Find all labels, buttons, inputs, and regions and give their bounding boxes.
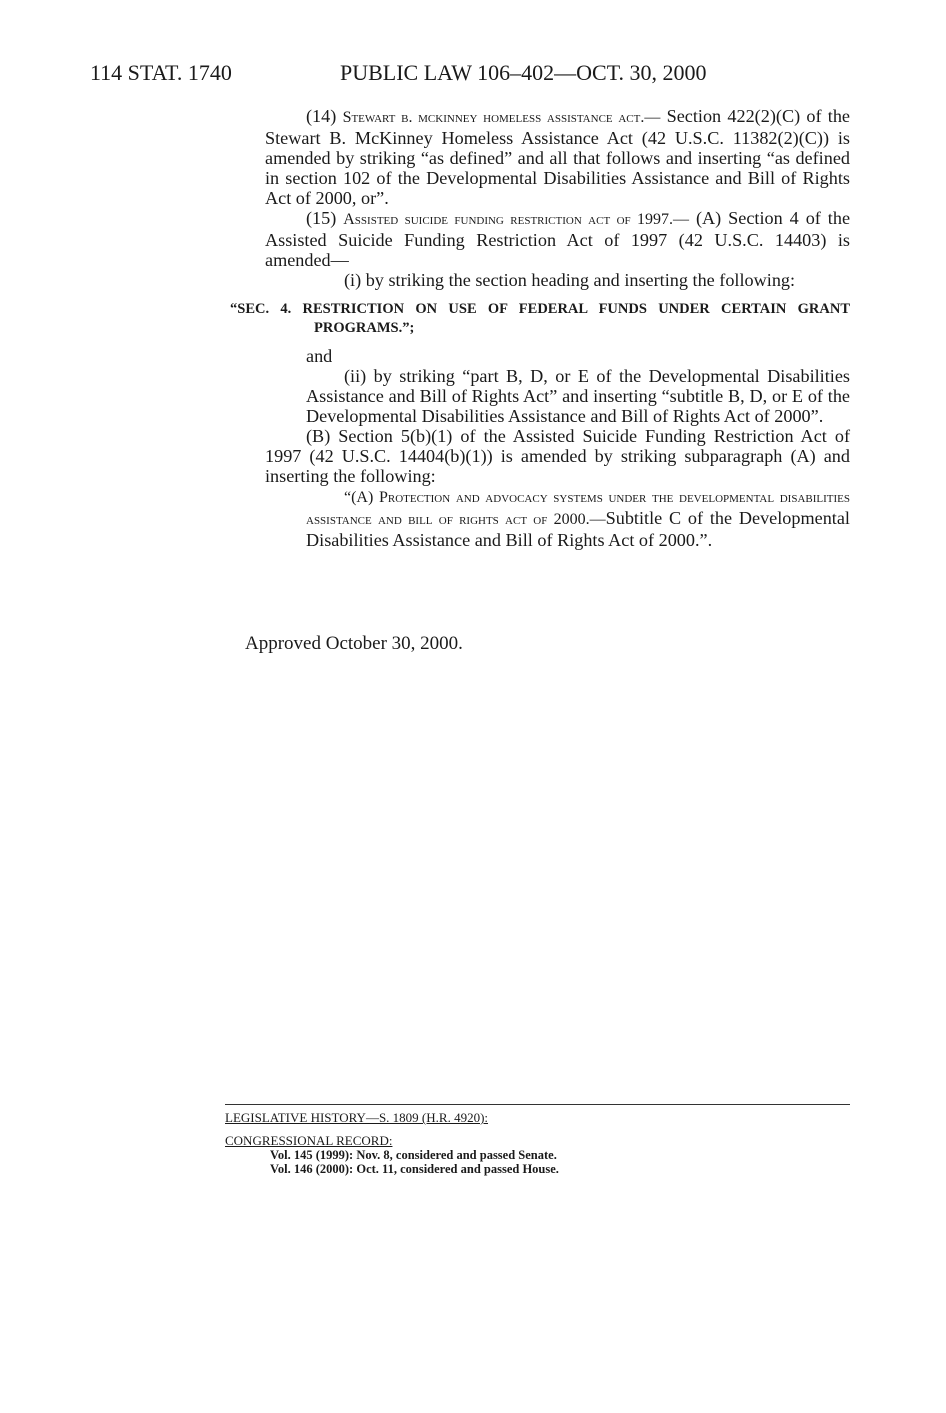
inserted-subparagraph-a-heading: “(A) Protection and advocacy systems under the developmental disabilities assistance and bill of rights act of 2000.—	[306, 489, 850, 528]
paragraph-15-number: (15)	[306, 208, 344, 228]
subparagraph-a: (A) Section 4 of the Assisted Suicide Funding Restriction Act of 1997 (42 U.S.C. 14403) is amended—	[265, 208, 851, 270]
inserted-section-heading: “SEC. 4. RESTRICTION ON USE OF FEDERAL FUNDS UNDER CERTAIN GRANT PROGRAMS.”;	[230, 301, 850, 336]
paragraph-15	[265, 208, 850, 270]
paragraph-14	[265, 106, 850, 208]
paragraph-15-heading: Assisted suicide funding restriction act of 1997.—	[343, 211, 690, 228]
approval-date: Approved October 30, 2000.	[245, 633, 463, 654]
record-entry: Vol. 146 (2000): Oct. 11, considered and passed House.	[270, 1162, 559, 1176]
clause-i: (i) by striking the section heading and inserting the following:	[344, 270, 796, 290]
footnote-divider	[225, 1104, 850, 1105]
inserted-subparagraph-a-text: Subtitle C of the Developmental Disabilities Assistance and Bill of Rights Act of 2000.”.	[306, 508, 850, 550]
clause-ii: (ii) by striking “part B, D, or E of the Developmental Disabilities Assistance and Bill of Rights Act” and inserting “subtitle B, D, or E of the Developmental Disabilities Assistance and Bill of Rights Act of 2000”.	[306, 366, 850, 426]
subparagraph-b: (B) Section 5(b)(1) of the Assisted Suicide Funding Restriction Act of 1997 (42 U.S.C. 14404(b)(1)) is amended by striking subparagraph (A) and inserting the following:	[265, 426, 850, 486]
congressional-record-label: CONGRESSIONAL RECORD:	[225, 1133, 393, 1148]
paragraph-14-heading: Stewart b. mckinney homeless assistance act.—	[342, 109, 661, 126]
record-entry: Vol. 145 (1999): Nov. 8, considered and passed Senate.	[270, 1148, 557, 1162]
paragraph-14-text: Section 422(2)(C) of the Stewart B. McKinney Homeless Assistance Act (42 U.S.C. 11382(2)(C)) is amended by striking “as defined” and all that follows and inserting “as defined in section 102 of the Developmental Disabilities Assistance and Bill of Rights Act of 2000, or”.	[265, 106, 850, 208]
law-body	[230, 106, 851, 550]
public-law-title: PUBLIC LAW 106–402—OCT. 30, 2000	[340, 60, 707, 85]
legislative-history-label: LEGISLATIVE HISTORY—S. 1809 (H.R. 4920):	[225, 1110, 489, 1125]
inserted-subparagraph-a	[265, 486, 850, 550]
stat-citation: 114 STAT. 1740	[90, 60, 232, 85]
conjunction-and: and	[306, 346, 333, 366]
legislative-history-footnote	[225, 1110, 850, 1176]
paragraph-14-number: (14)	[306, 106, 343, 126]
